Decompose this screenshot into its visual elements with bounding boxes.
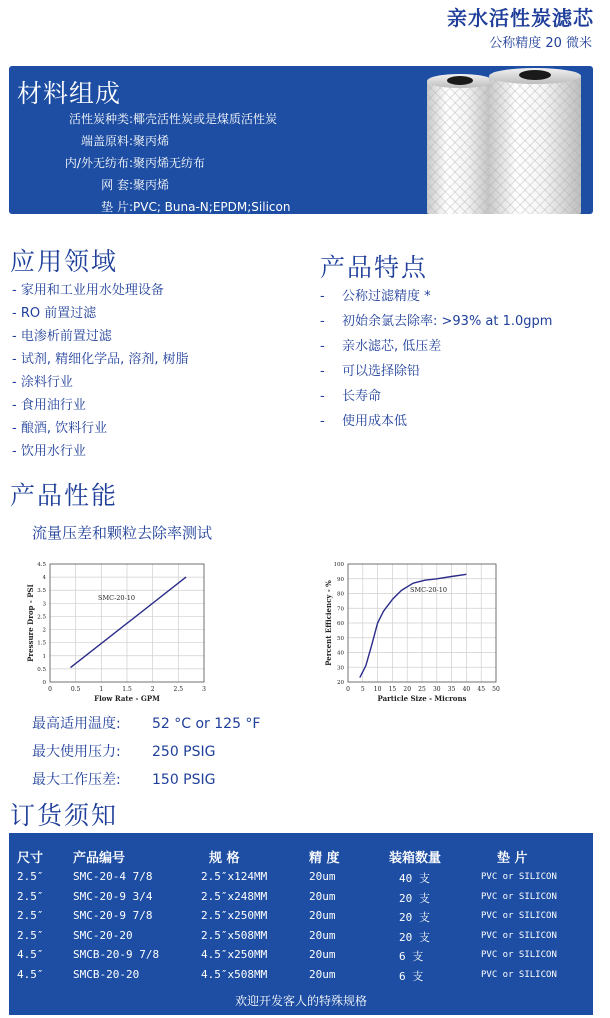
spec-row	[32, 741, 215, 761]
order-cell: 6 支	[399, 950, 424, 963]
x-tick-label: 5	[360, 686, 365, 693]
application-item: - 食用油行业	[12, 398, 86, 413]
x-tick-label: 40	[462, 686, 471, 693]
order-cell: 2.5″x250MM	[201, 909, 268, 922]
order-cell: 2.5″	[17, 909, 44, 922]
order-cell: 4.5″	[17, 967, 44, 981]
x-tick-label: 3	[202, 686, 206, 693]
spec-value: 52 °C or 125 °F	[152, 716, 261, 732]
y-tick-label: 80	[337, 591, 344, 598]
order-cell: SMCB-20-20	[73, 967, 140, 981]
cartridge-hole	[519, 70, 551, 80]
x-tick-label: 0.5	[70, 686, 81, 693]
series-label: SMC-20-10	[98, 594, 136, 602]
y-tick-label: 4	[42, 575, 46, 582]
order-cell: 2.5″	[17, 870, 44, 883]
material-label: 网 套:	[101, 178, 133, 192]
x-tick-label: 2	[150, 686, 155, 693]
order-title: 订货须知	[10, 801, 119, 830]
order-table	[9, 833, 593, 1015]
spec-value: 250 PSIG	[152, 744, 216, 760]
performance-title: 产品性能	[10, 481, 119, 510]
y-tick-label: 2	[42, 627, 46, 634]
feature-item: - 公称过滤精度 *	[320, 289, 431, 304]
feature-text: 亲水滤芯, 低压差	[342, 339, 442, 354]
order-cell: SMC-20-9 3/4	[73, 889, 153, 903]
application-item: - 涂料行业	[12, 375, 73, 390]
y-tick-label: 40	[337, 650, 344, 657]
order-cell: PVC or SILICON	[481, 930, 557, 941]
application-item: - 试剂, 精细化学品, 溶剂, 树脂	[12, 352, 189, 367]
material-row	[29, 198, 290, 214]
material-label: 端盖原料:	[80, 134, 133, 148]
order-cell: SMC-20-4 7/8	[73, 870, 153, 883]
material-row	[29, 110, 277, 127]
feature-text: 长寿命	[342, 389, 382, 404]
order-cell: 4.5″	[17, 948, 44, 961]
x-axis-label: Flow Rate - GPM	[94, 694, 160, 703]
order-header-quantity: 装箱数量	[389, 851, 442, 866]
x-tick-label: 1.5	[122, 686, 132, 693]
feature-item: - 可以选择除铅	[320, 364, 421, 379]
performance-subtitle: 流量压差和颗粒去除率测试	[32, 524, 213, 542]
application-item: - 酿酒, 饮料行业	[12, 421, 108, 436]
order-cell: 20um	[309, 967, 336, 981]
material-value: 聚丙烯	[133, 178, 170, 192]
order-cell: PVC or SILICON	[481, 969, 557, 980]
order-cell: SMCB-20-9 7/8	[73, 948, 160, 961]
material-label: 内/外无纺布:	[64, 156, 133, 170]
order-cell: 2.5″x508MM	[201, 928, 268, 942]
order-cell: PVC or SILICON	[481, 872, 557, 882]
cartridge-small-image	[427, 74, 493, 214]
application-item: - 家用和工业用水处理设备	[12, 283, 164, 298]
cartridge-large-image	[489, 68, 581, 214]
order-header-code: 产品编号	[73, 851, 126, 866]
y-tick-label: 3	[42, 601, 46, 608]
order-cell: 20um	[309, 870, 336, 883]
order-cell: 2.5″x248MM	[201, 889, 268, 903]
order-cell: SMC-20-9 7/8	[73, 909, 153, 922]
x-tick-label: 35	[447, 686, 456, 693]
order-cell: 40 支	[399, 872, 430, 885]
materials-panel	[9, 66, 593, 214]
order-cell: PVC or SILICON	[481, 911, 557, 921]
feature-text: 公称过滤精度 *	[342, 289, 431, 304]
y-tick-label: 30	[337, 665, 344, 672]
y-tick-label: 1	[42, 653, 46, 660]
order-cell: 20 支	[399, 930, 430, 944]
order-cell: 20um	[309, 909, 336, 922]
cartridge-body	[427, 81, 493, 214]
order-cell: 20 支	[399, 911, 430, 924]
material-value: 椰壳活性炭或是煤质活性炭	[133, 112, 278, 126]
y-tick-label: 4.5	[37, 562, 46, 568]
cartridge-body	[489, 76, 581, 214]
feature-text: 可以选择除铅	[342, 364, 421, 379]
application-item: - 饮用水行业	[12, 444, 86, 459]
feature-text: 使用成本低	[342, 414, 408, 429]
pressure-drop-chart	[20, 556, 220, 706]
order-cell: PVC or SILICON	[481, 950, 557, 960]
x-tick-label: 10	[373, 686, 382, 693]
x-tick-label: 2.5	[173, 686, 184, 693]
x-axis-label: Particle Size - Microns	[377, 694, 467, 703]
order-cell: PVC or SILICON	[481, 891, 557, 902]
order-header-precision: 精 度	[309, 851, 340, 866]
order-cell: 20 支	[399, 891, 430, 905]
y-tick-label: 2.5	[37, 614, 46, 621]
y-tick-label: 90	[337, 576, 344, 583]
y-tick-label: 60	[337, 621, 344, 627]
applications-title: 应用领域	[10, 247, 119, 276]
material-row	[29, 132, 169, 149]
order-cell: SMC-20-20	[73, 928, 133, 942]
order-header-gasket: 垫 片	[497, 851, 528, 866]
order-cell: 2.5″	[17, 928, 44, 942]
y-tick-label: 20	[337, 680, 344, 686]
x-tick-label: 25	[418, 686, 426, 693]
order-header-spec: 规 格	[209, 851, 240, 866]
y-axis-label: Pressure Drop - PSI	[26, 584, 35, 662]
order-cell: 2.5″x124MM	[201, 870, 268, 883]
application-item: - 电渗析前置过滤	[12, 329, 112, 344]
y-tick-label: 0	[42, 680, 46, 686]
order-cell: 20um	[309, 889, 336, 903]
x-tick-label: 0	[48, 686, 52, 693]
spec-label: 最大工作压差:	[32, 772, 121, 788]
features-title: 产品特点	[320, 253, 429, 282]
material-value: 聚丙烯无纺布	[133, 156, 206, 170]
y-tick-label: 100	[333, 562, 344, 568]
spec-label: 最高适用温度:	[32, 716, 121, 732]
spec-row	[32, 769, 215, 789]
material-value: PVC; Buna-N;EPDM;Silicon	[133, 200, 291, 214]
materials-title: 材料组成	[17, 79, 122, 108]
material-label: 垫 片:	[101, 200, 133, 214]
spec-label: 最大使用压力:	[32, 744, 121, 760]
y-tick-label: 50	[337, 635, 344, 642]
material-value: 聚丙烯	[133, 134, 170, 148]
x-tick-label: 20	[403, 686, 412, 693]
cartridge-hole	[447, 76, 473, 85]
order-cell: 20um	[309, 948, 336, 961]
series-label: SMC-20-10	[410, 586, 448, 594]
feature-item: - 使用成本低	[320, 414, 408, 429]
spec-value: 150 PSIG	[152, 772, 216, 788]
x-tick-label: 30	[432, 686, 441, 693]
order-cell: 20um	[309, 928, 336, 942]
series-line	[71, 577, 187, 668]
feature-text: 初始余氯去除率: >93% at 1.0gpm	[342, 314, 553, 329]
order-cell: 4.5″x508MM	[201, 967, 268, 981]
order-cell: 6 支	[399, 969, 424, 983]
product-title: 亲水活性炭滤芯	[447, 6, 594, 30]
efficiency-chart	[318, 556, 508, 706]
y-tick-label: 1.5	[37, 640, 46, 647]
y-tick-label: 0.5	[37, 666, 46, 673]
order-cell: 2.5″	[17, 889, 44, 903]
x-tick-label: 1	[99, 686, 104, 693]
material-label: 活性炭种类:	[68, 112, 133, 126]
application-item: - RO 前置过滤	[12, 306, 97, 321]
feature-item: - 亲水滤芯, 低压差	[320, 339, 442, 354]
order-cell: 4.5″x250MM	[201, 948, 268, 961]
y-tick-label: 70	[337, 606, 344, 613]
order-footer: 欢迎开发客人的特殊规格	[234, 994, 367, 1008]
product-subtitle: 公称精度 20 微米	[489, 36, 592, 51]
x-tick-label: 50	[492, 686, 500, 693]
x-tick-label: 15	[388, 686, 397, 693]
material-row	[29, 154, 205, 171]
spec-row	[32, 713, 261, 733]
x-tick-label: 45	[477, 686, 486, 693]
y-axis-label: Percent Efficiency - %	[324, 580, 333, 666]
material-row	[29, 176, 169, 193]
order-header-size: 尺寸	[17, 851, 44, 866]
feature-item: - 长寿命	[320, 389, 382, 404]
x-tick-label: 0	[346, 686, 350, 693]
feature-item: - 初始余氯去除率: >93% at 1.0gpm	[320, 314, 553, 329]
y-tick-label: 3.5	[37, 588, 46, 595]
